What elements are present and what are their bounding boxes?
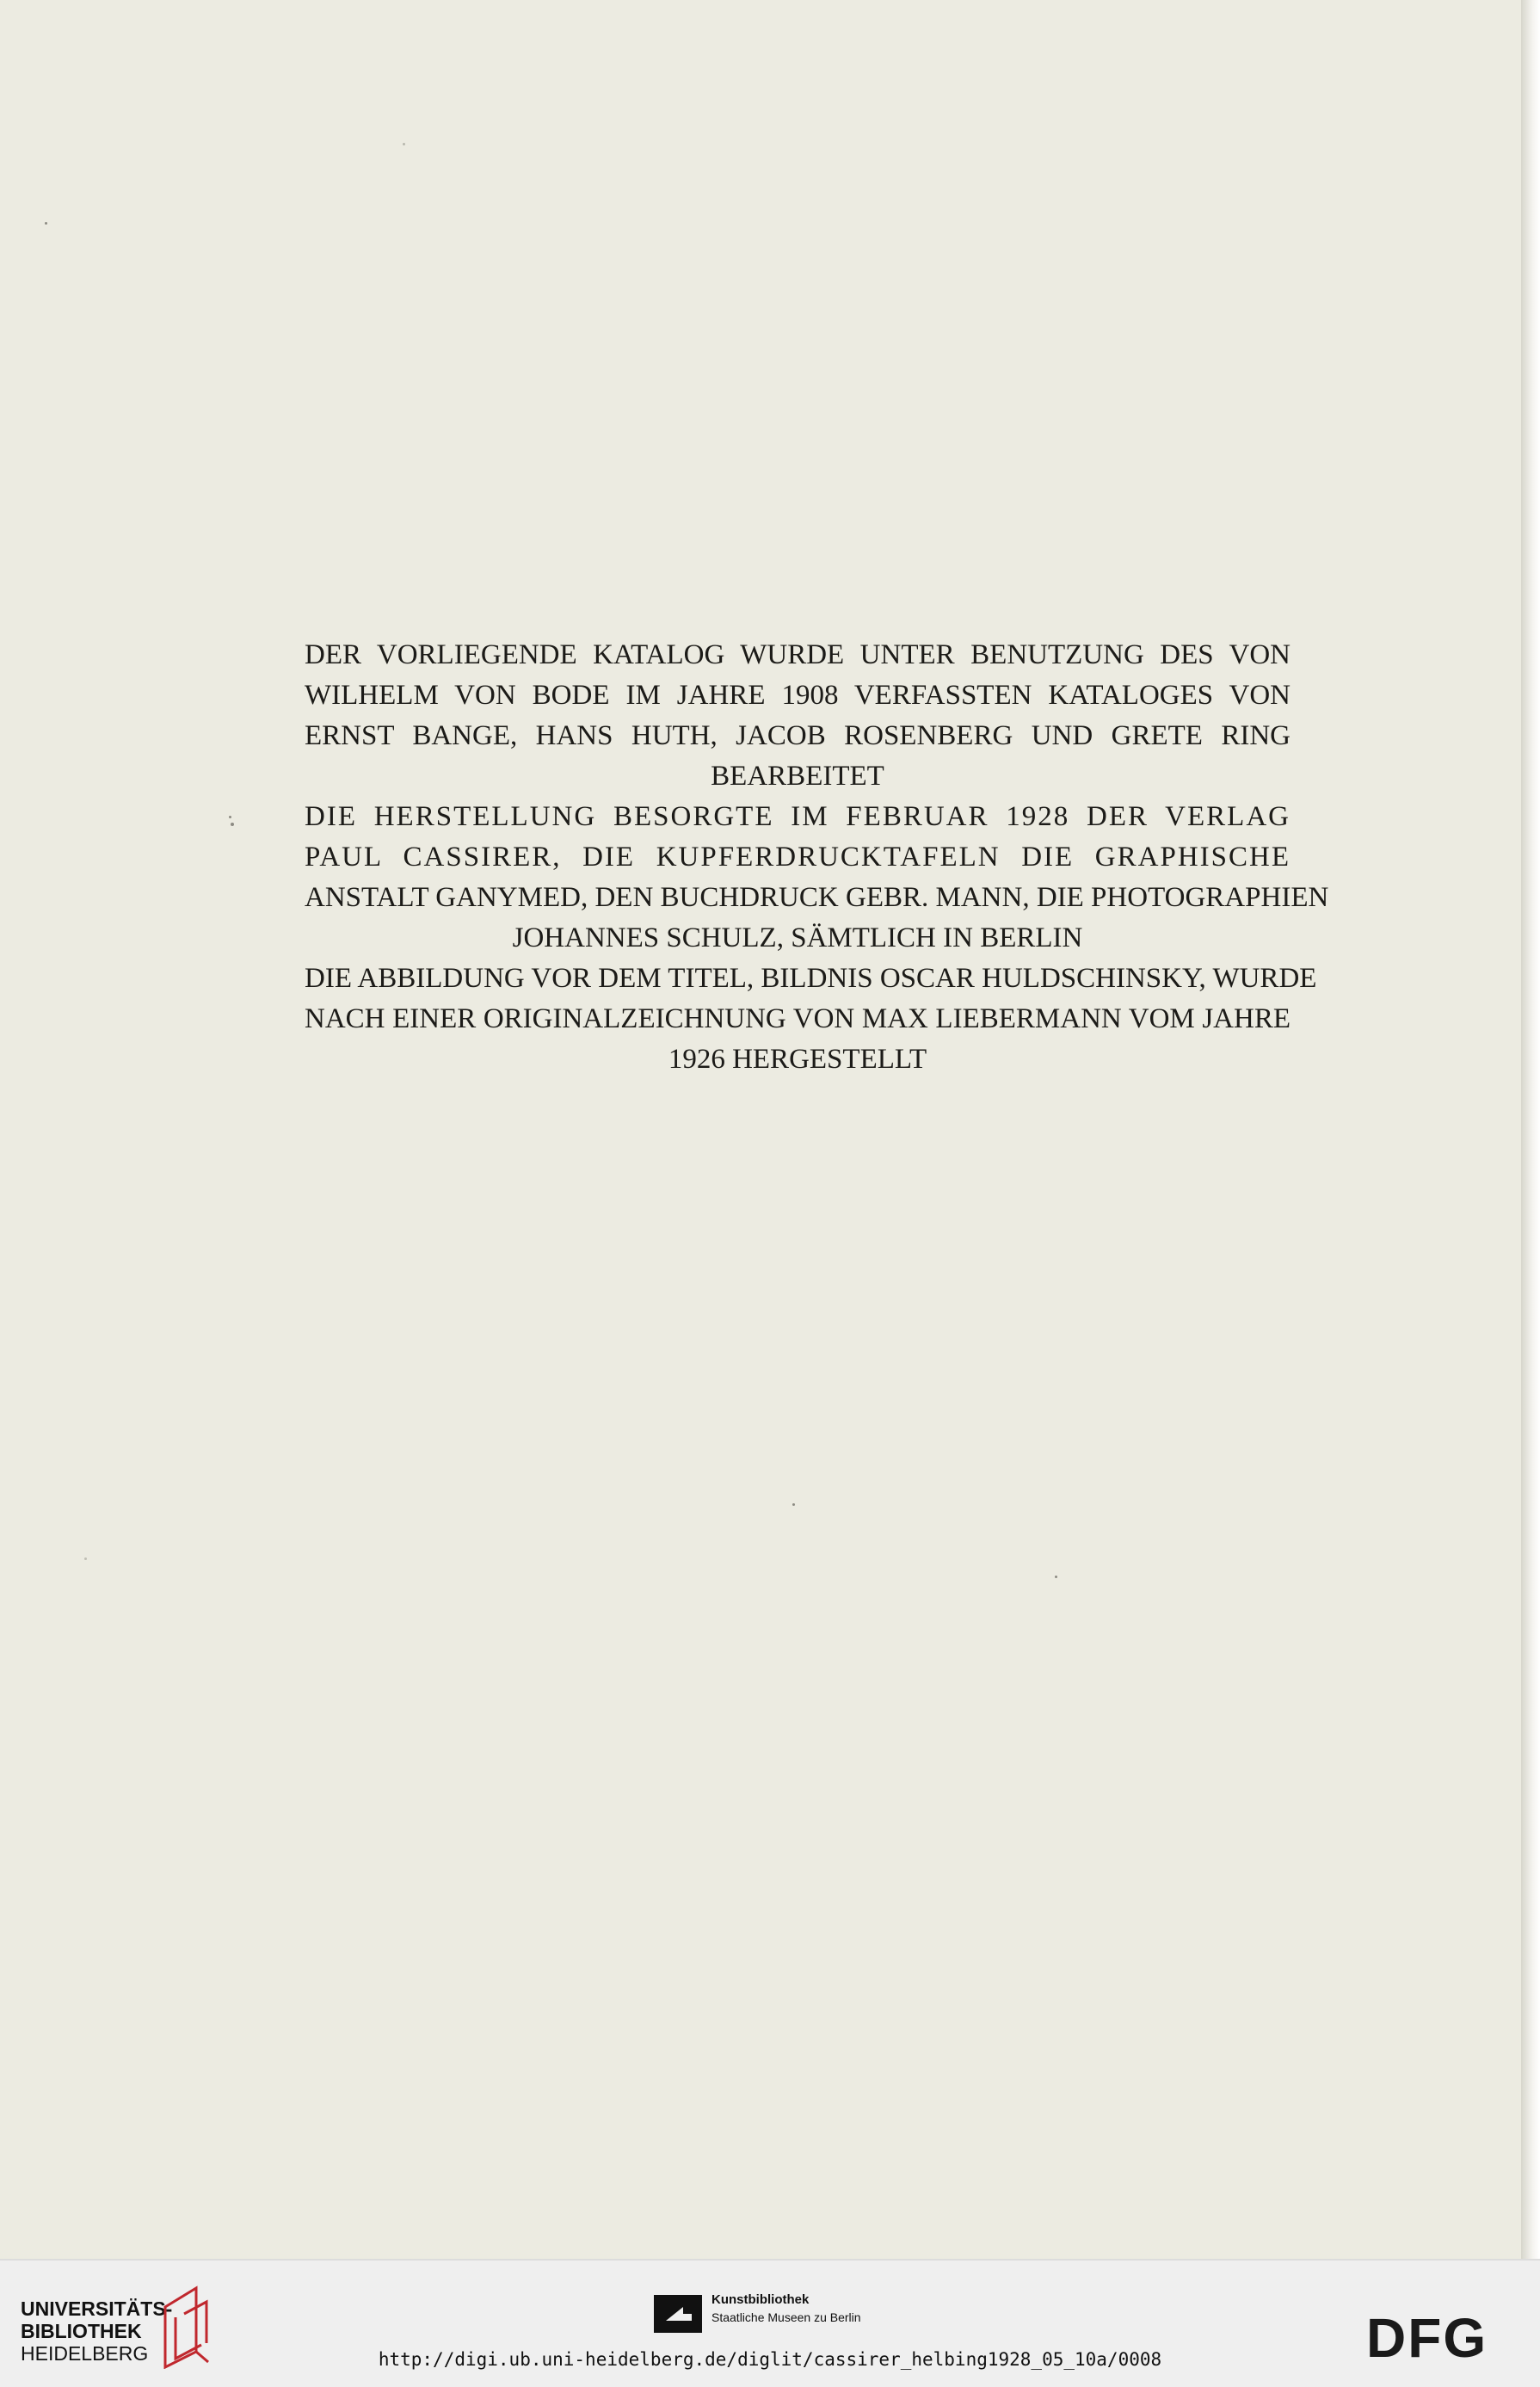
page-speck <box>792 1503 795 1506</box>
footer-bar <box>0 2259 1540 2387</box>
colophon-paragraph-production <box>305 797 1329 959</box>
colophon-text <box>305 635 1329 1080</box>
library-name-line3: HEIDELBERG <box>21 2342 149 2365</box>
text-line: DER VORLIEGENDE KATALOG WURDE UNTER BENUTZUNG DES VON <box>305 639 1291 670</box>
colophon-paragraph-illustration <box>305 959 1317 1080</box>
permalink-url[interactable]: http://digi.ub.uni-heidelberg.de/diglit/cassirer_helbing1928_05_10a/0008 <box>378 2349 1162 2370</box>
dfg-logo-text: DFG <box>1366 2312 1488 2364</box>
text-line: WILHELM VON BODE IM JAHRE 1908 VERFASSTEN KATALOGES VON <box>305 680 1291 711</box>
library-name-line2: BIBLIOTHEK <box>21 2320 142 2342</box>
kunstbibliothek-subtitle: Staatliche Museen zu Berlin <box>711 2310 861 2324</box>
bullet-mark <box>231 823 234 826</box>
page-speck <box>1055 1576 1057 1578</box>
library-name-line1: UNIVERSITÄTS- <box>21 2298 173 2320</box>
bleed-through-shadow <box>0 370 1521 466</box>
page-speck <box>45 222 47 225</box>
page-speck <box>229 816 231 818</box>
colophon-paragraph-catalog <box>305 635 1291 797</box>
text-line: DIE HERSTELLUNG BESORGTE IM FEBRUAR 1928 DER VERLAG <box>305 801 1291 832</box>
page-speck <box>403 143 405 145</box>
text-line: DIE ABBILDUNG VOR DEM TITEL, BILDNIS OSCAR HULDSCHINSKY, WURDE <box>305 963 1317 994</box>
text-line: ANSTALT GANYMED, DEN BUCHDRUCK GEBR. MANN, DIE PHOTOGRAPHIEN <box>305 882 1329 913</box>
scan-edge <box>1521 0 1540 2259</box>
text-line: ERNST BANGE, HANS HUTH, JACOB ROSENBERG UND GRETE RING <box>305 720 1291 751</box>
kunstbibliothek-title: Kunstbibliothek <box>711 2292 810 2307</box>
text-line: NACH EINER ORIGINALZEICHNUNG VON MAX LIEBERMANN VOM JAHRE <box>305 1003 1291 1034</box>
text-line: BEARBEITET <box>711 761 884 792</box>
text-line: JOHANNES SCHULZ, SÄMTLICH IN BERLIN <box>512 922 1083 953</box>
text-line: PAUL CASSIRER, DIE KUPFERDRUCKTAFELN DIE GRAPHISCHE <box>305 842 1291 873</box>
text-line: 1926 HERGESTELLT <box>668 1044 927 1075</box>
kunstbibliothek-logo-icon[interactable] <box>654 2295 702 2333</box>
kunstbibliothek-label[interactable] <box>711 2291 861 2326</box>
page-speck <box>84 1557 87 1560</box>
